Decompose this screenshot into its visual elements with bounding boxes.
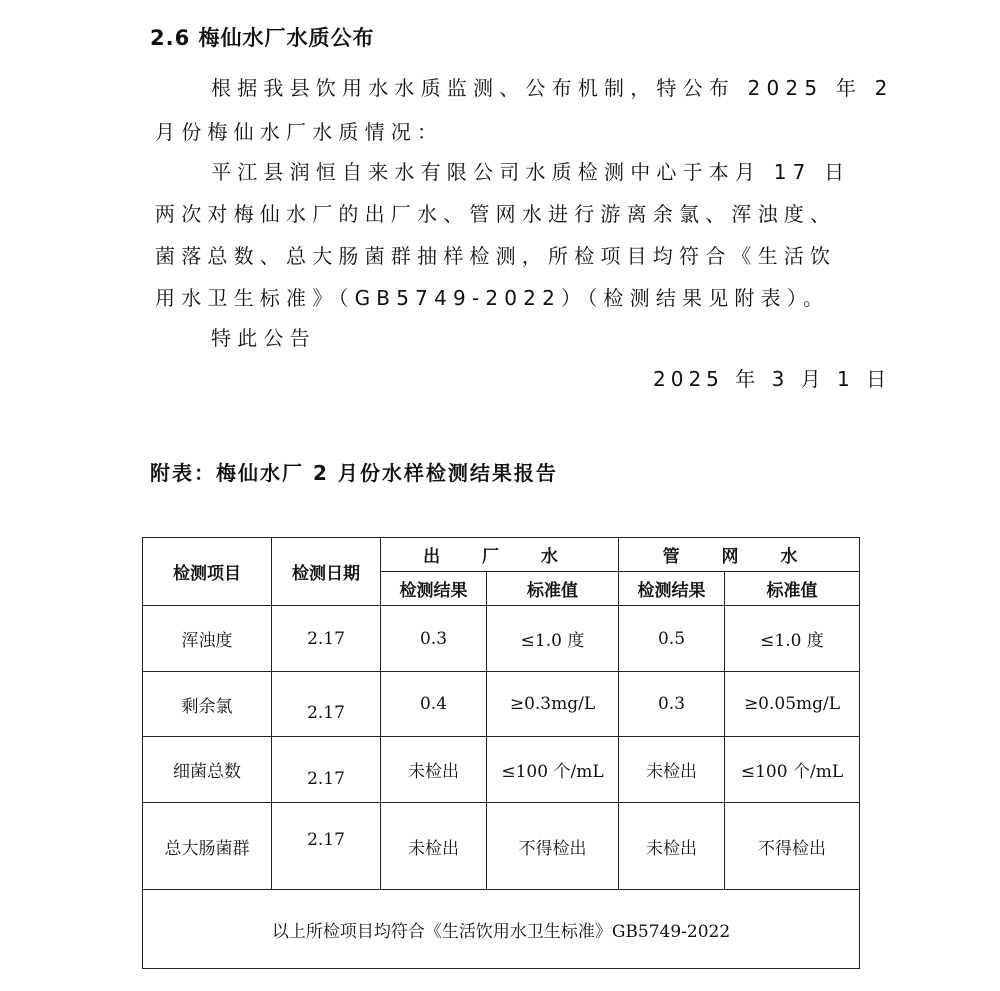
row-network-result: 0.3 — [619, 672, 725, 737]
row-item: 浑浊度 — [143, 606, 272, 672]
table-footnote-row — [143, 890, 860, 969]
row-date: 2.17 — [272, 803, 381, 890]
row-network-standard: ≤1.0 度 — [725, 606, 860, 672]
row-outlet-standard: 不得检出 — [487, 803, 619, 890]
table-row — [143, 606, 860, 672]
header-outlet-result: 检测结果 — [381, 572, 487, 606]
row-outlet-result: 未检出 — [381, 737, 487, 803]
row-item: 总大肠菌群 — [143, 803, 272, 890]
table-row — [143, 737, 860, 803]
row-network-result: 未检出 — [619, 737, 725, 803]
row-outlet-standard: ≥0.3mg/L — [487, 672, 619, 737]
appendix-title: 附表：梅仙水厂 2 月份水样检测结果报告 — [150, 461, 558, 485]
table-header-row-1 — [143, 538, 860, 572]
row-date: 2.17 — [272, 672, 381, 737]
table-footnote: 以上所检项目均符合《生活饮用水卫生标准》GB5749-2022 — [143, 890, 860, 969]
header-network-water: 管 网 水 — [619, 538, 860, 572]
announcement-date: 2025 年 3 月 1 日 — [653, 367, 892, 391]
row-network-result: 0.5 — [619, 606, 725, 672]
paragraph-2-line-4: 用水卫生标准》（GB5749-2022）（检测结果见附表）。 — [155, 286, 830, 310]
paragraph-2-line-3: 菌落总数、总大肠菌群抽样检测，所检项目均符合《生活饮 — [155, 244, 837, 268]
header-network-result: 检测结果 — [619, 572, 725, 606]
row-date: 2.17 — [272, 737, 381, 803]
row-item: 细菌总数 — [143, 737, 272, 803]
row-network-standard: ≥0.05mg/L — [725, 672, 860, 737]
row-outlet-standard: ≤1.0 度 — [487, 606, 619, 672]
header-item: 检测项目 — [143, 538, 272, 606]
section-title: 2.6 梅仙水厂水质公布 — [150, 26, 375, 50]
row-date: 2.17 — [272, 606, 381, 672]
table-row — [143, 803, 860, 890]
header-outlet-standard: 标准值 — [487, 572, 619, 606]
table-row — [143, 672, 860, 737]
paragraph-2-line-1: 平江县润恒自来水有限公司水质检测中心于本月 17 日 — [211, 160, 851, 184]
row-network-result: 未检出 — [619, 803, 725, 890]
row-outlet-standard: ≤100 个/mL — [487, 737, 619, 803]
results-table — [142, 537, 860, 969]
row-item: 剩余氯 — [143, 672, 272, 737]
closing-text: 特此公告 — [211, 326, 316, 350]
paragraph-2-line-2: 两次对梅仙水厂的出厂水、管网水进行游离余氯、浑浊度、 — [155, 202, 837, 226]
header-network-standard: 标准值 — [725, 572, 860, 606]
header-date: 检测日期 — [272, 538, 381, 606]
header-outlet-water: 出 厂 水 — [381, 538, 619, 572]
row-outlet-result: 未检出 — [381, 803, 487, 890]
paragraph-1-line-2: 月份梅仙水厂水质情况： — [155, 120, 444, 144]
row-network-standard: ≤100 个/mL — [725, 737, 860, 803]
row-outlet-result: 0.4 — [381, 672, 487, 737]
row-network-standard: 不得检出 — [725, 803, 860, 890]
paragraph-1-line-1: 根据我县饮用水水质监测、公布机制，特公布 2025 年 2 — [211, 76, 894, 100]
row-outlet-result: 0.3 — [381, 606, 487, 672]
